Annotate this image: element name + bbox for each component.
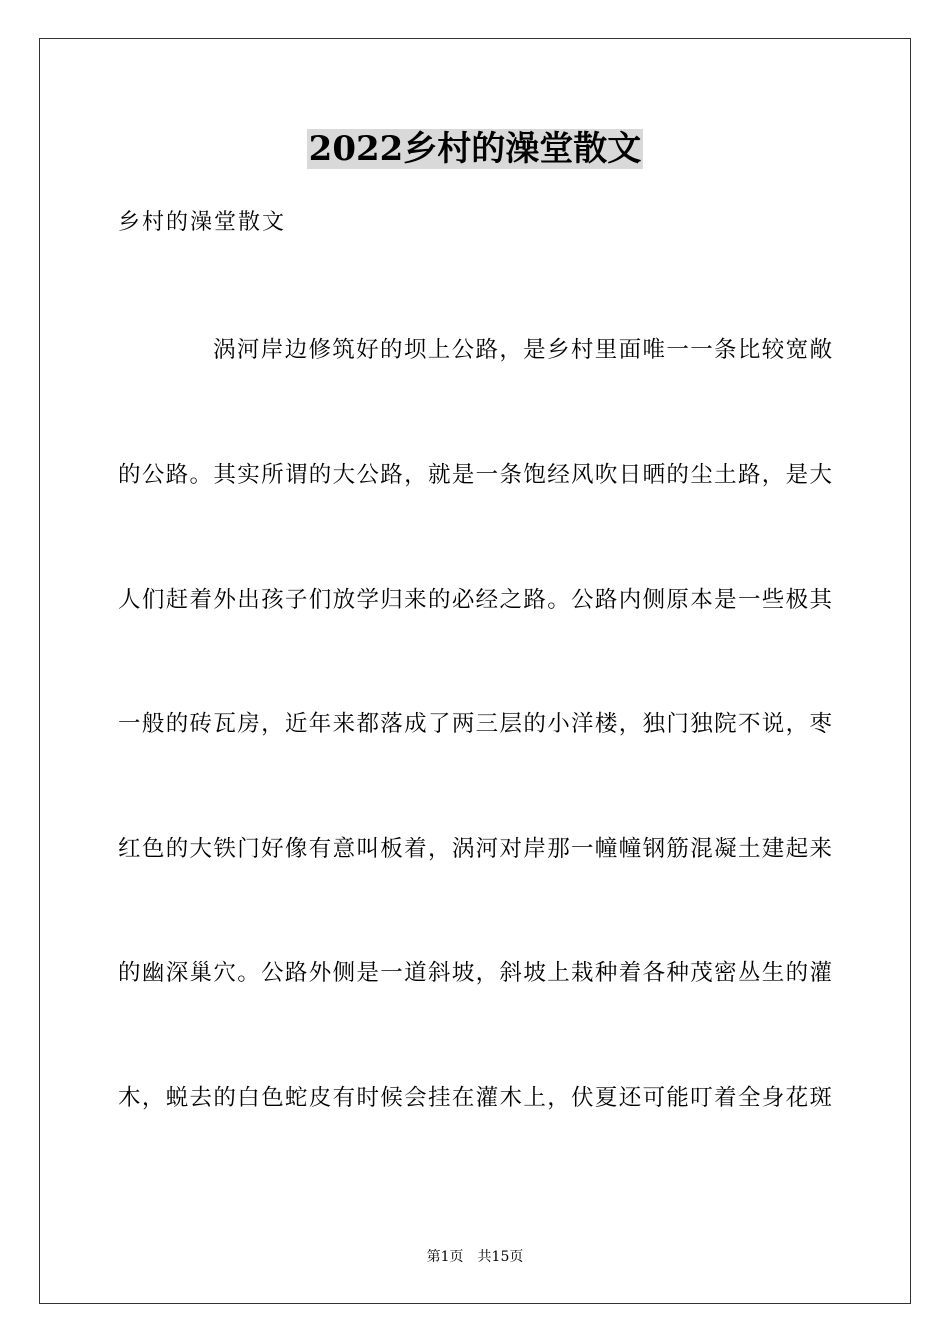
body-line: 的幽深巢穴。公路外侧是一道斜坡，斜坡上栽种着各种茂密丛生的灌 <box>118 960 832 986</box>
body-line: 红色的大铁门好像有意叫板着，涡河对岸那一幢幢钢筋混凝土建起来 <box>118 836 832 862</box>
document-subtitle: 乡村的澡堂散文 <box>118 210 287 235</box>
body-line: 的公路。其实所谓的大公路，就是一条饱经风吹日晒的尘土路，是大 <box>118 462 832 488</box>
body-line: 人们赶着外出孩子们放学归来的必经之路。公路内侧原本是一些极其 <box>118 587 832 613</box>
page-footer: 第1页 共15页 <box>426 1249 524 1265</box>
document-title: 2022乡村的澡堂散文 <box>308 129 642 169</box>
body-line: 木，蜕去的白色蛇皮有时候会挂在灌木上，伏夏还可能叮着全身花斑 <box>118 1085 832 1111</box>
body-line: 一般的砖瓦房，近年来都落成了两三层的小洋楼，独门独院不说，枣 <box>118 711 832 737</box>
body-line: 涡河岸边修筑好的坝上公路，是乡村里面唯一一条比较宽敞 <box>213 337 832 363</box>
